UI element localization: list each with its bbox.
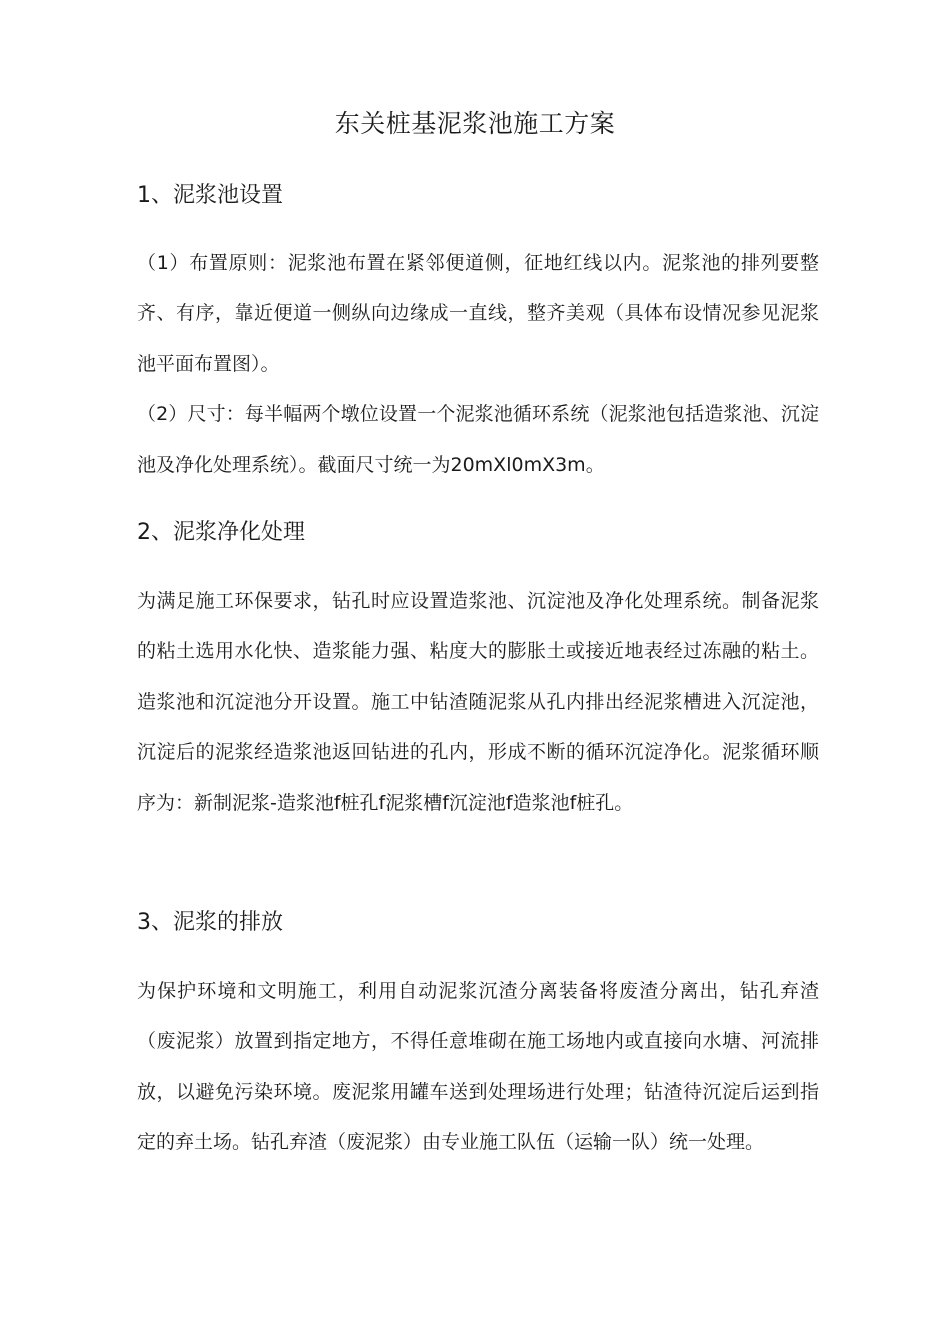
- section-1-paragraph-2: （2）尺寸：每半幅两个墩位设置一个泥浆池循环系统（泥浆池包括造浆池、沉淀池及净化处理系统）。截面尺寸统一为20mXl0mX3m。: [137, 403, 819, 476]
- section-body-2: [137, 576, 819, 828]
- section-heading-1: 1、泥浆池设置: [137, 183, 283, 208]
- section-2-paragraph-1: 为满足施工环保要求，钻孔时应设置造浆池、沉淀池及净化处理系统。制备泥浆的粘土选用水化快、造浆能力强、粘度大的膨胀土或接近地表经过冻融的粘土。造浆池和沉淀池分开设置。施工中钻渣随泥浆从孔内排出经泥浆槽进入沉淀池，沉淀后的泥浆经造浆池返回钻进的孔内，形成不断的循环沉淀净化。泥浆循环顺序为：新制泥浆-造浆池f桩孔f泥浆槽f沉淀池f造浆池f桩孔。: [137, 590, 819, 814]
- section-body-3: [137, 966, 819, 1168]
- section-heading-3: 3、泥浆的排放: [137, 910, 283, 935]
- document-title: 东关桩基泥浆池施工方案: [334, 109, 616, 138]
- section-heading-2: 2、泥浆净化处理: [137, 520, 305, 545]
- section-1-paragraph-1: （1）布置原则：泥浆池布置在紧邻便道侧，征地红线以内。泥浆池的排列要整齐、有序，靠近便道一侧纵向边缘成一直线，整齐美观（具体布设情况参见泥浆池平面布置图）。: [137, 252, 819, 375]
- section-3-paragraph-1: 为保护环境和文明施工，利用自动泥浆沉渣分离装备将废渣分离出，钻孔弃渣（废泥浆）放置到指定地方，不得任意堆砌在施工场地内或直接向水塘、河流排放，以避免污染环境。废泥浆用罐车送到处理场进行处理；钻渣待沉淀后运到指定的弃土场。钻孔弃渣（废泥浆）由专业施工队伍（运输一队）统一处理。: [137, 980, 819, 1154]
- section-body-1: [137, 238, 819, 490]
